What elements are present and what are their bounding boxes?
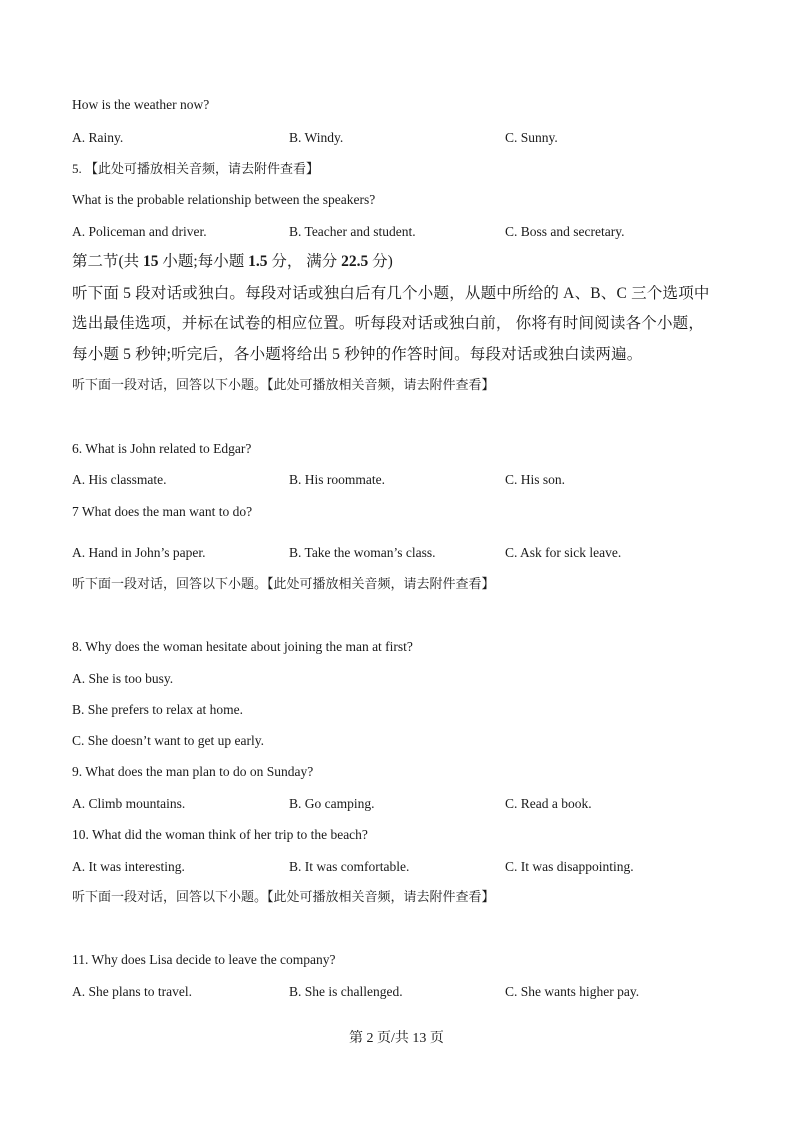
q11-option-c: C. She wants higher pay. bbox=[505, 984, 640, 999]
q5-option-a: A. Policeman and driver. bbox=[72, 224, 207, 239]
q5-audio-note: 5. 【此处可播放相关音频，请去附件查看】 bbox=[72, 161, 320, 176]
q7-option-b: B. Take the woman’s class. bbox=[289, 545, 436, 560]
section2-instruction-line2: 选出最佳选项，并标在试卷的相应位置。听每段对话或独白前， 你将有时间阅读各个小题， bbox=[72, 315, 705, 332]
q8-option-c: C. She doesn’t want to get up early. bbox=[72, 733, 264, 748]
q6-option-a: A. His classmate. bbox=[72, 472, 167, 487]
q5-option-c: C. Boss and secretary. bbox=[505, 224, 625, 239]
q8-option-a: A. She is too busy. bbox=[72, 671, 174, 686]
q7-option-a: A. Hand in John’s paper. bbox=[72, 545, 206, 560]
q4-option-a: A. Rainy. bbox=[72, 130, 124, 145]
q6-question: 6. What is John related to Edgar? bbox=[72, 441, 252, 456]
q4-option-b: B. Windy. bbox=[289, 130, 344, 145]
q11-option-b: B. She is challenged. bbox=[289, 984, 403, 999]
q9-option-c: C. Read a book. bbox=[505, 796, 592, 811]
group1-note: 听下面一段对话，回答以下小题。【此处可播放相关音频，请去附件查看】 bbox=[72, 377, 495, 392]
q5-question: What is the probable relationship between the speakers? bbox=[72, 192, 376, 207]
q4-option-c: C. Sunny. bbox=[505, 130, 558, 145]
q10-option-b: B. It was comfortable. bbox=[289, 859, 410, 874]
section2-instruction-line1: 听下面 5 段对话或独白。每段对话或独白后有几个小题，从题中所给的 A、B、C 三个选项中 bbox=[72, 285, 710, 302]
q7-option-c: C. Ask for sick leave. bbox=[505, 545, 622, 560]
q9-option-b: B. Go camping. bbox=[289, 796, 375, 811]
q10-option-a: A. It was interesting. bbox=[72, 859, 185, 874]
q9-option-a: A. Climb mountains. bbox=[72, 796, 186, 811]
q10-option-c: C. It was disappointing. bbox=[505, 859, 634, 874]
group3-note: 听下面一段对话，回答以下小题。【此处可播放相关音频，请去附件查看】 bbox=[72, 889, 495, 904]
q9-question: 9. What does the man plan to do on Sunday? bbox=[72, 764, 314, 779]
section2-instruction-line3: 每小题 5 秒钟;听完后，各小题将给出 5 秒钟的作答时间。每段对话或独白读两遍。 bbox=[72, 346, 643, 363]
q5-option-b: B. Teacher and student. bbox=[289, 224, 416, 239]
q8-option-b: B. She prefers to relax at home. bbox=[72, 702, 243, 717]
q6-option-c: C. His son. bbox=[505, 472, 566, 487]
group2-note: 听下面一段对话，回答以下小题。【此处可播放相关音频，请去附件查看】 bbox=[72, 576, 495, 591]
q7-question: 7 What does the man want to do? bbox=[72, 504, 253, 519]
section2-heading: 第二节(共 15 小题;每小题 1.5 分， 满分 22.5 分) bbox=[72, 253, 393, 270]
q11-question: 11. Why does Lisa decide to leave the company? bbox=[72, 952, 336, 967]
q4-question: How is the weather now? bbox=[72, 97, 210, 112]
q11-option-a: A. She plans to travel. bbox=[72, 984, 192, 999]
q8-question: 8. Why does the woman hesitate about joining the man at first? bbox=[72, 639, 413, 654]
q10-question: 10. What did the woman think of her trip to the beach? bbox=[72, 827, 368, 842]
q6-option-b: B. His roommate. bbox=[289, 472, 385, 487]
page-number: 第 2 页/共 13 页 bbox=[349, 1031, 444, 1046]
